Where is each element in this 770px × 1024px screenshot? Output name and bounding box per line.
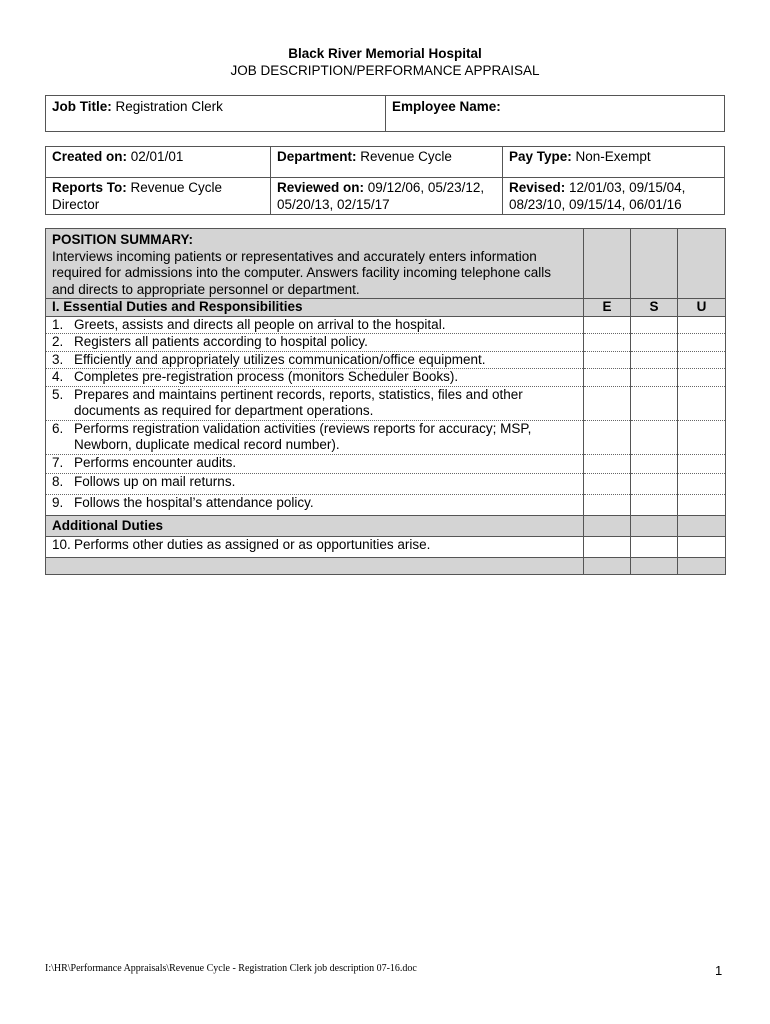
duties-table [45, 228, 726, 575]
position-summary-text: Interviews incoming patients or representatives and accurately enters information required for admissions into the computer. Answers facility incoming telephone calls and directs to appropriate personnel or department. [52, 248, 551, 297]
department-value: Revenue Cycle [360, 149, 452, 164]
duty-text: Follows the hospital’s attendance policy. [74, 494, 314, 510]
pay-type-value: Non-Exempt [575, 149, 651, 164]
rating-cell-s[interactable] [631, 536, 678, 557]
reviewed-on-cell [271, 178, 503, 215]
rating-cell-e[interactable] [584, 369, 631, 387]
rating-cell-e[interactable] [584, 494, 631, 515]
page-number: 1 [715, 963, 723, 978]
rating-cell-s[interactable] [631, 369, 678, 387]
duty-text: Performs encounter audits. [74, 454, 237, 470]
job-title-cell [46, 96, 386, 132]
duty-row [46, 369, 726, 387]
revised-cell [503, 178, 725, 215]
rating-cell-u[interactable] [678, 386, 726, 420]
file-path-footer: I:\HR\Performance Appraisals\Revenue Cycle - Registration Clerk job description 07-16.doc [45, 963, 417, 974]
duty-row [46, 334, 726, 352]
rating-cell-u[interactable] [678, 454, 726, 473]
blank-row [46, 557, 726, 574]
duty-text: Performs registration validation activities (reviews reports for accuracy; MSP, Newborn, duplicate medical record number). [74, 420, 532, 452]
rating-cell-u[interactable] [678, 420, 726, 454]
duty-row [46, 316, 726, 334]
column-s: S [631, 299, 678, 317]
document-header [0, 45, 770, 79]
column-e: E [584, 299, 631, 317]
job-meta-table [45, 146, 725, 215]
rating-cell-e[interactable] [584, 454, 631, 473]
job-title-label: Job Title: [52, 99, 112, 114]
duty-number: 2. [52, 334, 64, 349]
additional-duties-list [46, 536, 726, 557]
document-type: JOB DESCRIPTION/PERFORMANCE APPRAISAL [230, 63, 540, 78]
duty-number: 4. [52, 369, 64, 384]
reports-to-cell [46, 178, 271, 215]
rating-cell-e[interactable] [584, 473, 631, 494]
position-summary [46, 229, 584, 299]
hospital-name: Black River Memorial Hospital [288, 46, 482, 61]
duty-row [46, 473, 726, 494]
duty-row [46, 351, 726, 369]
position-summary-title: POSITION SUMMARY: [52, 232, 193, 247]
duty-text: Registers all patients according to hospital policy. [74, 334, 368, 349]
rating-cell-u[interactable] [678, 473, 726, 494]
rating-cell-e[interactable] [584, 351, 631, 369]
created-on-value: 02/01/01 [130, 149, 184, 164]
rating-cell-u[interactable] [678, 351, 726, 369]
employee-name-cell [386, 96, 725, 132]
pay-type-label: Pay Type: [509, 149, 572, 164]
duty-number: 1. [52, 316, 64, 332]
rating-cell-u[interactable] [678, 536, 726, 557]
reviewed-on-value: 09/12/06, 05/23/12, 05/20/13, 02/15/17 [277, 180, 485, 212]
duty-number: 6. [52, 420, 64, 436]
pay-type-cell [503, 147, 725, 178]
rating-cell-u[interactable] [678, 369, 726, 387]
rating-cell-e[interactable] [584, 420, 631, 454]
rating-cell-s[interactable] [631, 454, 678, 473]
duty-text: Efficiently and appropriately utilizes communication/office equipment. [74, 351, 486, 367]
duty-number: 3. [52, 351, 64, 367]
job-title-table [45, 95, 725, 132]
rating-cell-u[interactable] [678, 316, 726, 334]
duty-text: Greets, assists and directs all people on arrival to the hospital. [74, 316, 446, 332]
duty-row [46, 386, 726, 420]
created-on-label: Created on: [52, 149, 128, 164]
rating-cell-u[interactable] [678, 334, 726, 352]
duty-number: 8. [52, 473, 64, 489]
essential-duties-heading: I. Essential Duties and Responsibilities [46, 299, 584, 317]
column-u: U [678, 299, 726, 317]
department-cell [271, 147, 503, 178]
created-on-cell [46, 147, 271, 178]
duty-text: Follows up on mail returns. [74, 473, 236, 489]
department-label: Department: [277, 149, 357, 164]
duty-text: Completes pre-registration process (monitors Scheduler Books). [74, 369, 459, 384]
duty-number: 9. [52, 494, 64, 510]
essential-duties-list [46, 316, 726, 515]
rating-cell-s[interactable] [631, 420, 678, 454]
duty-row [46, 494, 726, 515]
rating-cell-s[interactable] [631, 351, 678, 369]
duty-text: Performs other duties as assigned or as opportunities arise. [74, 536, 431, 552]
revised-value: 12/01/03, 09/15/04, 08/23/10, 09/15/14, 06/01/16 [509, 180, 686, 212]
rating-cell-e[interactable] [584, 334, 631, 352]
rating-cell-e[interactable] [584, 316, 631, 334]
rating-cell-e[interactable] [584, 536, 631, 557]
reports-to-label: Reports To: [52, 180, 127, 195]
additional-duties-heading: Additional Duties [46, 515, 584, 536]
rating-cell-s[interactable] [631, 316, 678, 334]
duty-row [46, 454, 726, 473]
rating-cell-s[interactable] [631, 386, 678, 420]
duty-number: 10. [52, 536, 71, 552]
reports-to-value: Revenue Cycle Director [52, 180, 223, 212]
rating-cell-s[interactable] [631, 334, 678, 352]
employee-name-label: Employee Name: [392, 99, 501, 114]
job-title-value: Registration Clerk [115, 99, 223, 114]
rating-cell-u[interactable] [678, 494, 726, 515]
revised-label: Revised: [509, 180, 566, 195]
reviewed-on-label: Reviewed on: [277, 180, 365, 195]
duty-row [46, 420, 726, 454]
duty-number: 5. [52, 386, 64, 402]
rating-cell-s[interactable] [631, 494, 678, 515]
duty-text: Prepares and maintains pertinent records, reports, statistics, files and other documents as required for department operations. [74, 386, 523, 418]
duty-row [46, 536, 726, 557]
rating-cell-e[interactable] [584, 386, 631, 420]
rating-cell-s[interactable] [631, 473, 678, 494]
duty-number: 7. [52, 454, 64, 470]
